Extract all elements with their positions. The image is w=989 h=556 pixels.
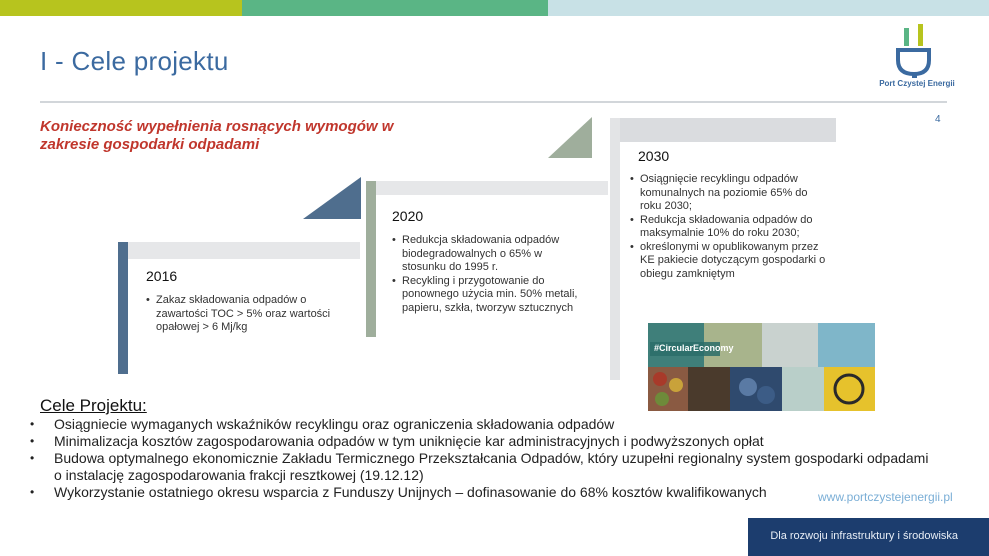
block-2020-top	[366, 181, 608, 195]
step-triangle-2020	[548, 117, 592, 158]
top-band-light	[548, 0, 989, 16]
bullet-item: • Redukcja składowania odpadów biodegradowalnych o 65% w stosunku do 1995 r.	[392, 234, 588, 275]
bullets-2016	[146, 294, 346, 335]
block-2030-side	[610, 118, 620, 380]
page-number: 4	[935, 114, 941, 125]
bullets-2020	[392, 234, 588, 315]
footer-text: Dla rozwoju infrastruktury i środowiska	[770, 530, 958, 542]
top-band-green	[242, 0, 548, 16]
step-triangle-2016	[303, 177, 361, 219]
page-title: I - Cele projektu	[40, 46, 229, 76]
top-band-lime	[0, 0, 242, 16]
goal-item: • Osiągniecie wymaganych wskaźników recyklingu oraz ograniczenia składowania odpadów	[30, 416, 930, 433]
goal-item: • Budowa optymalnego ekonomicznie Zakładu Termicznego Przekształcania Odpadów, który uzupełni regionalny system gospodarki odpadami o instalację zagospodarowania frakcji resztkowej (19.12.12)	[30, 450, 930, 484]
bullets-2030	[630, 173, 830, 281]
bullet-item: • określonymi w opublikowanym przez KE pakiecie dotyczącym gospodarki o obiegu zamkniętym	[630, 241, 830, 282]
circular-economy-photo	[648, 323, 875, 411]
year-2020: 2020	[392, 208, 424, 224]
goals-list	[30, 416, 930, 501]
photo-hashtag: #CircularEconomy	[654, 343, 734, 353]
block-2016-top	[118, 242, 360, 259]
goal-item: • Wykorzystanie ostatniego okresu wsparcia z Funduszy Unijnych – dofinasowanie do 68% kosztów kwalifikowanych	[30, 484, 930, 501]
title-divider	[40, 101, 947, 103]
year-2016: 2016	[146, 268, 178, 284]
goal-item: • Minimalizacja kosztów zagospodarowania odpadów w tym uniknięcie kar administracyjnych i podwyższonych opłat	[30, 433, 930, 450]
bullet-item: • Recykling i przygotowanie do ponownego użycia min. 50% metali, papieru, szkła, tworzyw sztucznych	[392, 275, 588, 316]
logo-text: Port Czystej Energii	[879, 79, 955, 88]
year-2030: 2030	[638, 148, 670, 164]
section-subtitle: Konieczność wypełnienia rosnących wymogów w zakresie gospodarki odpadami	[40, 118, 394, 153]
bullet-item: • Osiągnięcie recyklingu odpadów komunalnych na poziomie 65% do roku 2030;	[630, 173, 830, 214]
block-2020-side	[366, 181, 376, 337]
bullet-item: • Redukcja składowania odpadów do maksymalnie 10% do roku 2030;	[630, 214, 830, 241]
website-link[interactable]: www.portczystejenergii.pl	[818, 490, 953, 504]
goals-title: Cele Projektu:	[40, 396, 147, 415]
block-2016-side	[118, 242, 128, 374]
block-2030-top	[610, 118, 836, 142]
bullet-item: • Zakaz składowania odpadów o zawartości TOC > 5% oraz wartości opałowej > 6 Mj/kg	[146, 294, 346, 335]
